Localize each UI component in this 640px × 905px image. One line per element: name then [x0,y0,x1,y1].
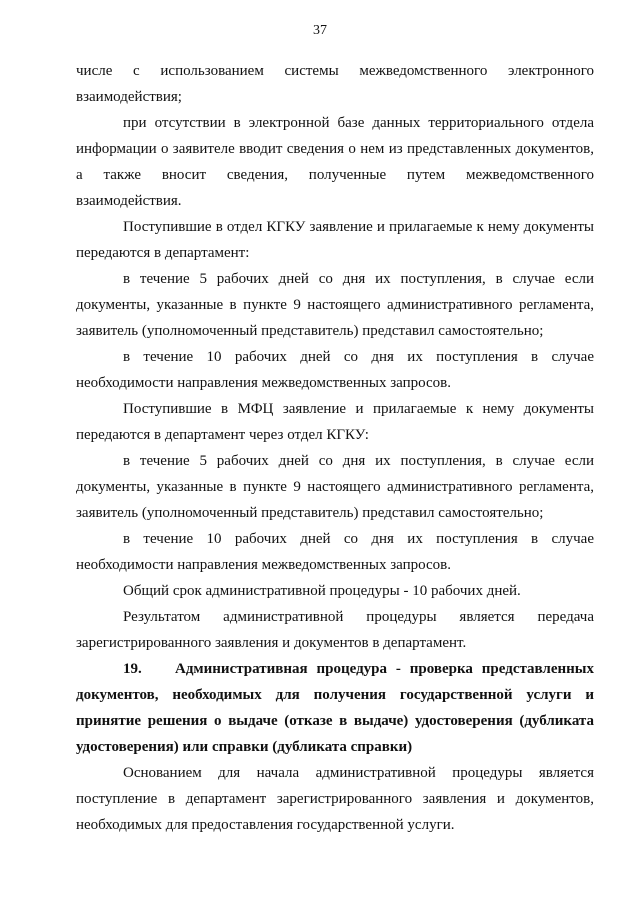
paragraph-no-record: при отсутствии в электронной базе данных территориального отдела информации о заявителе вводит сведения о нем из представленных документов, а также вносит сведения, полученные путем межведомственного взаимодействия. [76,115,594,209]
document-body [76,58,594,838]
paragraph-mfc-10-days: в течение 10 рабочих дней со дня их поступления в случае необходимости направления межведомственных запросов. [76,531,594,573]
page-number: 37 [313,23,327,38]
paragraph-grounds: Основанием для начала административной процедуры является поступление в департамент зарегистрированного заявления и документов, необходимых для предоставления государственной услуги. [76,765,594,833]
paragraph-total-term: Общий срок административной процедуры - 10 рабочих дней. [123,583,521,599]
paragraph-kgku-transfer: Поступившие в отдел КГКУ заявление и прилагаемые к нему документы передаются в департамент: [76,219,594,261]
paragraph-mfc-5-days: в течение 5 рабочих дней со дня их поступления, в случае если документы, указанные в пункте 9 настоящего административного регламента, заявитель (уполномоченный представитель) представил самостоятельно; [76,453,594,521]
section-number: 19. [123,661,142,677]
paragraph-mfc-transfer: Поступившие в МФЦ заявление и прилагаемые к нему документы передаются в департамент через отдел КГКУ: [76,401,594,443]
section-heading [76,656,594,760]
paragraph-kgku-5-days: в течение 5 рабочих дней со дня их поступления, в случае если документы, указанные в пункте 9 настоящего административного регламента, заявитель (уполномоченный представитель) представил самостоятельно; [76,271,594,339]
section-title: Административная процедура - проверка представленных документов, необходимых для получения государственной услуги и принятие решения о выдаче (отказе в выдаче) удостоверения (дубликата удостоверения) или справки (дубликата справки) [76,661,594,755]
paragraph-result: Результатом административной процедуры является передача зарегистрированного заявления и документов в департамент. [76,609,594,651]
paragraph-continuation: числе с использованием системы межведомственного электронного взаимодействия; [76,63,594,105]
paragraph-kgku-10-days: в течение 10 рабочих дней со дня их поступления в случае необходимости направления межведомственных запросов. [76,349,594,391]
